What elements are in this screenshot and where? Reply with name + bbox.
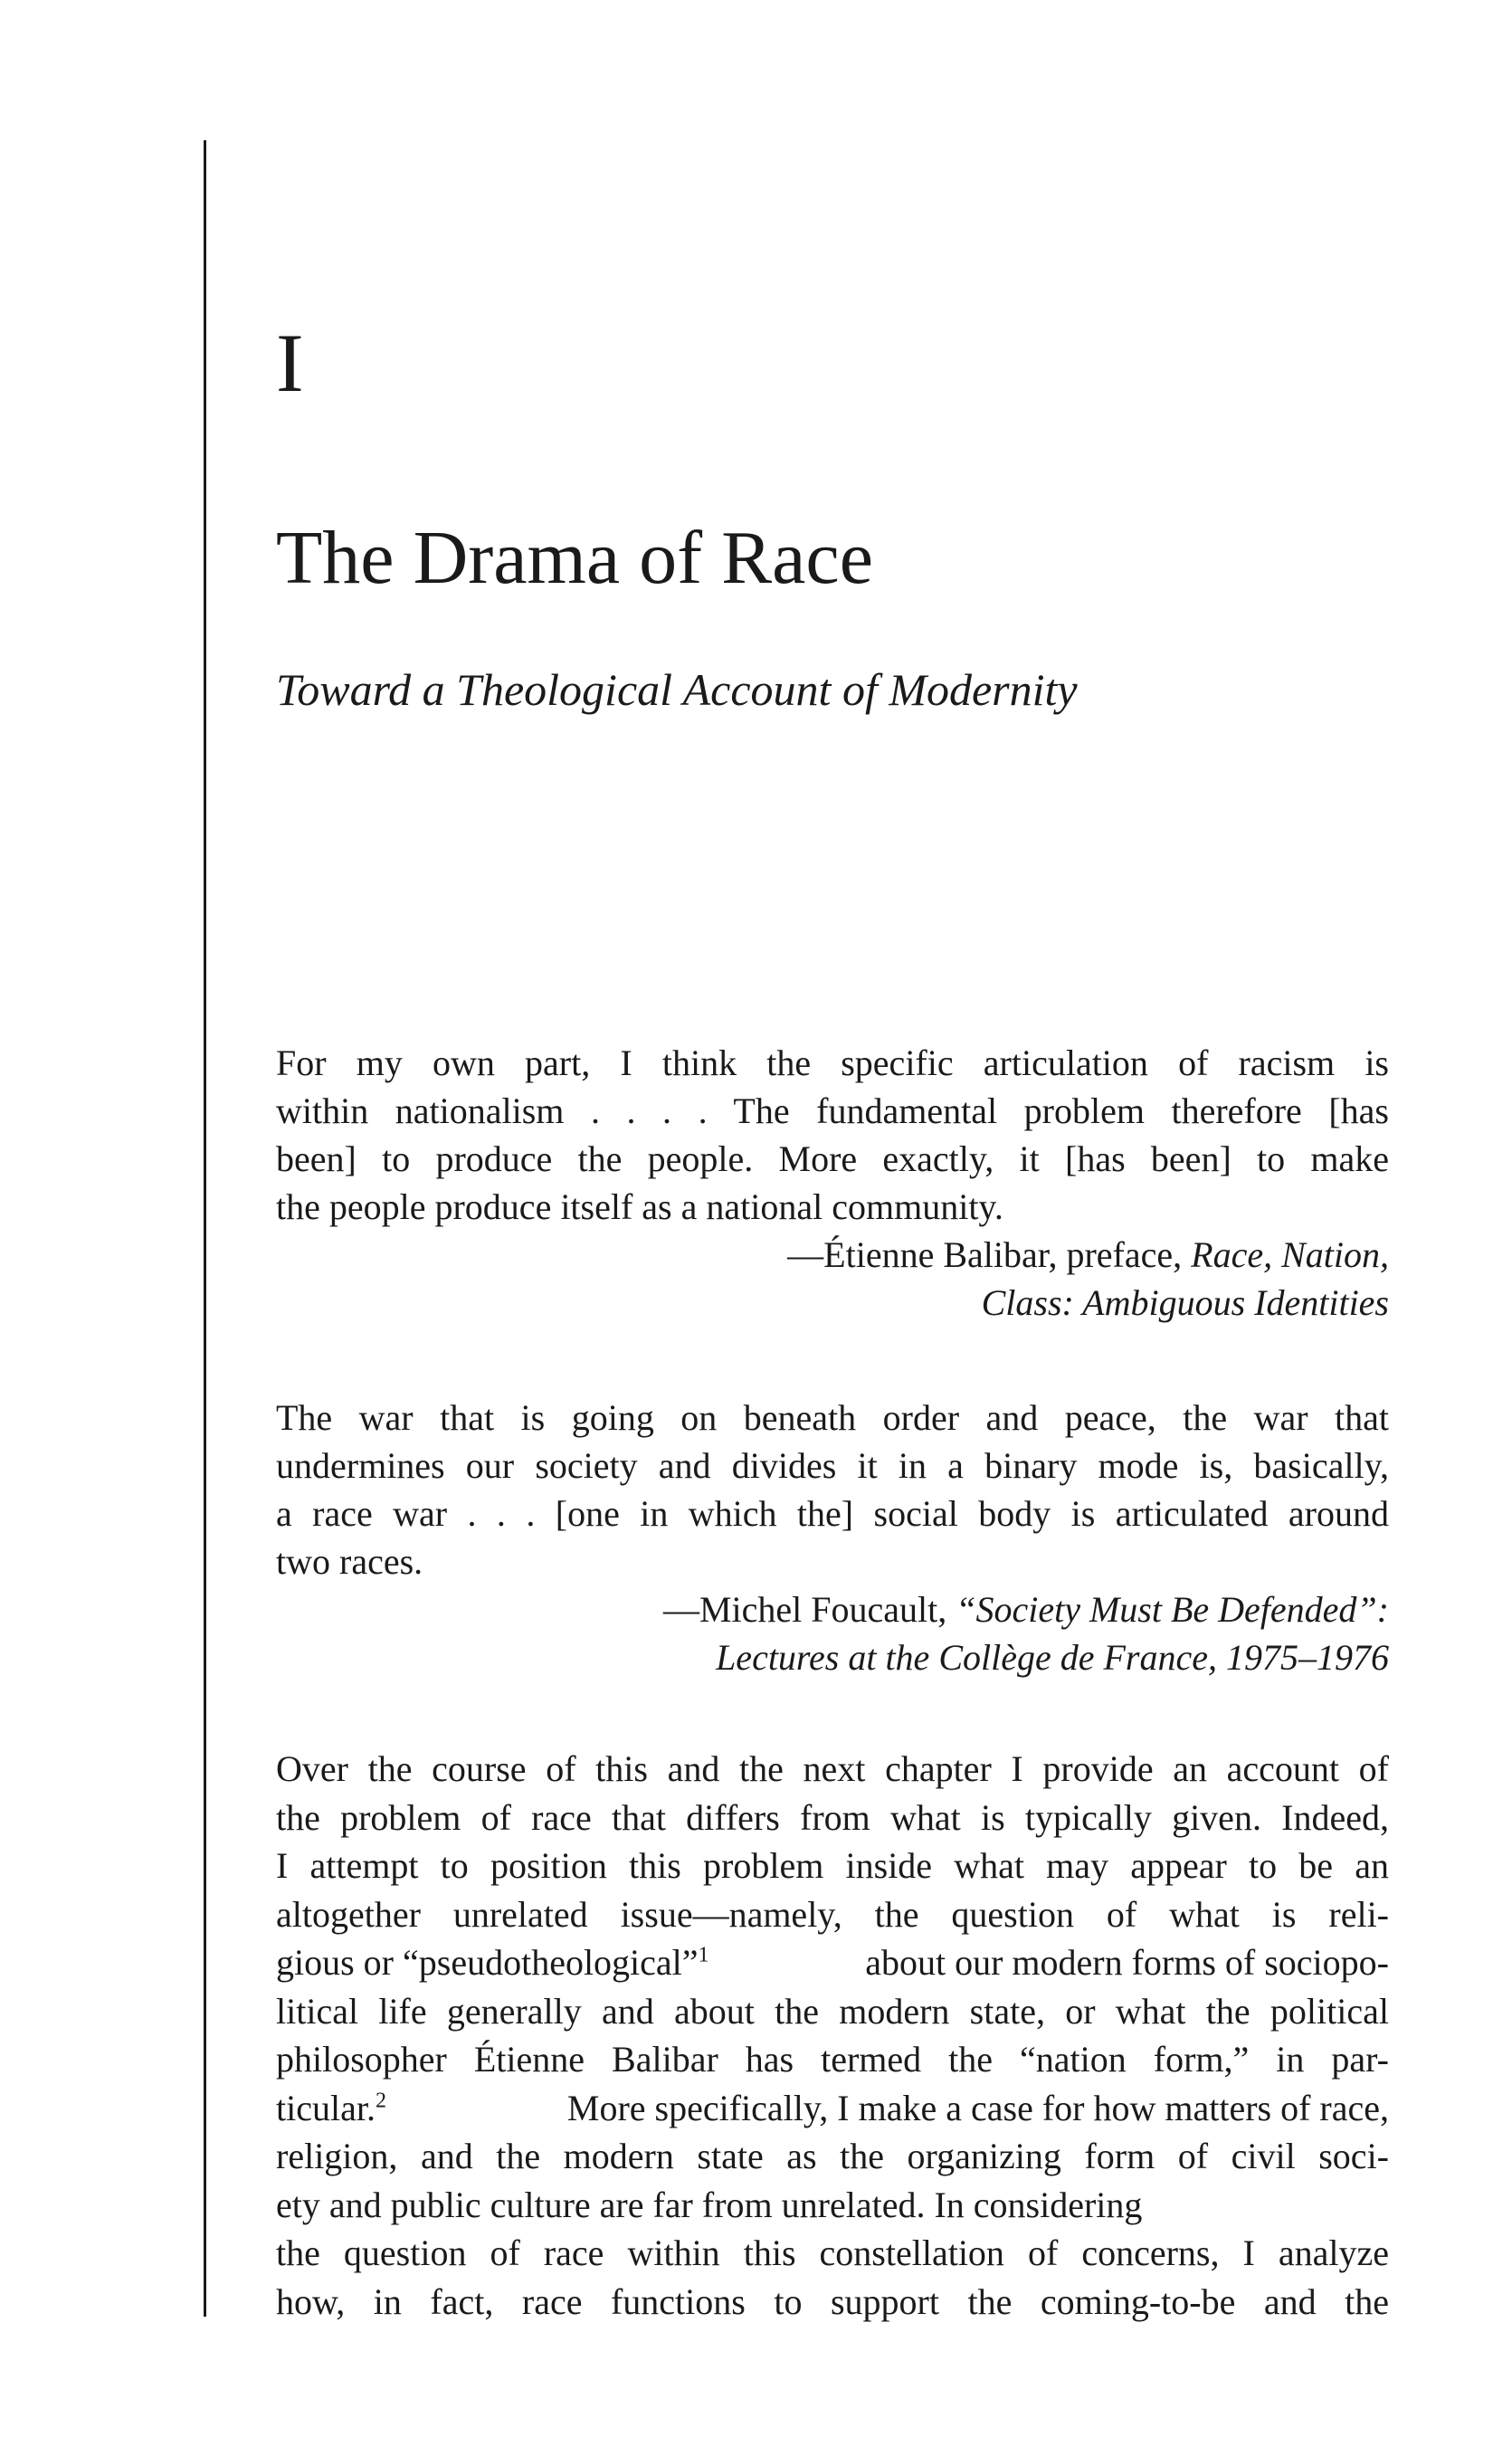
epigraph-foucault (276, 1394, 1389, 1681)
body-line: philosopher Étienne Balibar has termed the “nation form,” in par- (276, 2039, 1389, 2080)
epigraph-balibar (276, 1039, 1389, 1327)
body-line: ety and public culture are far from unrelated. In considering (276, 2184, 1143, 2225)
epigraph-attribution (276, 1231, 1389, 1327)
footnote-ref-2[interactable]: 2 (375, 2089, 386, 2113)
epigraph-line: For my own part, I think the specific articulation of racism is (276, 1042, 1389, 1083)
body-line: altogether unrelated issue—namely, the question of what is reli- (276, 1893, 1389, 1935)
chapter-number: I (276, 317, 304, 409)
attribution-author: —Étienne Balibar, preface, (787, 1234, 1192, 1275)
footnote-ref-1[interactable]: 1 (698, 1943, 709, 1967)
epigraph-line: the people produce itself as a national community. (276, 1186, 1003, 1227)
epigraph-line: The war that is going on beneath order and peace, the war that (276, 1397, 1389, 1438)
epigraph-line: been] to produce the people. More exactly, it [has been] to make (276, 1138, 1389, 1179)
body-text-span: More specifically, I make a case for how matters of race, (566, 2087, 1389, 2128)
epigraph-line: within nationalism . . . . The fundamental problem therefore [has (276, 1090, 1389, 1131)
body-paragraph (276, 1745, 1389, 2326)
body-line: how, in fact, race functions to support the coming-to-be and the (276, 2280, 1389, 2322)
body-text-span: gious or “pseudotheological” (276, 1942, 699, 1983)
attribution-work: Lectures at the Collège de France, 1975–1976 (716, 1637, 1389, 1678)
attribution-author: —Michel Foucault, (662, 1589, 956, 1630)
epigraph-line: undermines our society and divides it in a binary mode is, basically, (276, 1445, 1389, 1486)
chapter-subtitle: Toward a Theological Account of Modernity (276, 664, 1078, 715)
body-line: I attempt to position this problem inside what may appear to be an (276, 1845, 1389, 1886)
attribution-work: Class: Ambiguous Identities (981, 1282, 1389, 1323)
body-line: Over the course of this and the next chapter I provide an account of (276, 1748, 1389, 1789)
chapter-title: The Drama of Race (276, 516, 873, 600)
body-text-span: ticular. (276, 2087, 376, 2128)
epigraph-line: a race war . . . [one in which the] social body is articulated around (276, 1493, 1389, 1534)
margin-rule (204, 140, 206, 2317)
epigraph-line: two races. (276, 1541, 423, 1582)
body-line: the problem of race that differs from what is typically given. Indeed, (276, 1796, 1389, 1838)
attribution-work: Race, Nation, (1191, 1234, 1389, 1275)
attribution-work: “Society Must Be Defended”: (956, 1589, 1389, 1630)
body-line: the question of race within this constellation of concerns, I analyze (276, 2232, 1389, 2273)
body-text-span: about our modern forms of sociopo- (865, 1942, 1389, 1983)
epigraph-attribution (276, 1585, 1389, 1681)
body-line: litical life generally and about the modern state, or what the political (276, 1990, 1389, 2032)
body-line (276, 2084, 1389, 2133)
body-line (276, 1938, 1389, 1987)
body-line: religion, and the modern state as the organizing form of civil soci- (276, 2136, 1389, 2176)
